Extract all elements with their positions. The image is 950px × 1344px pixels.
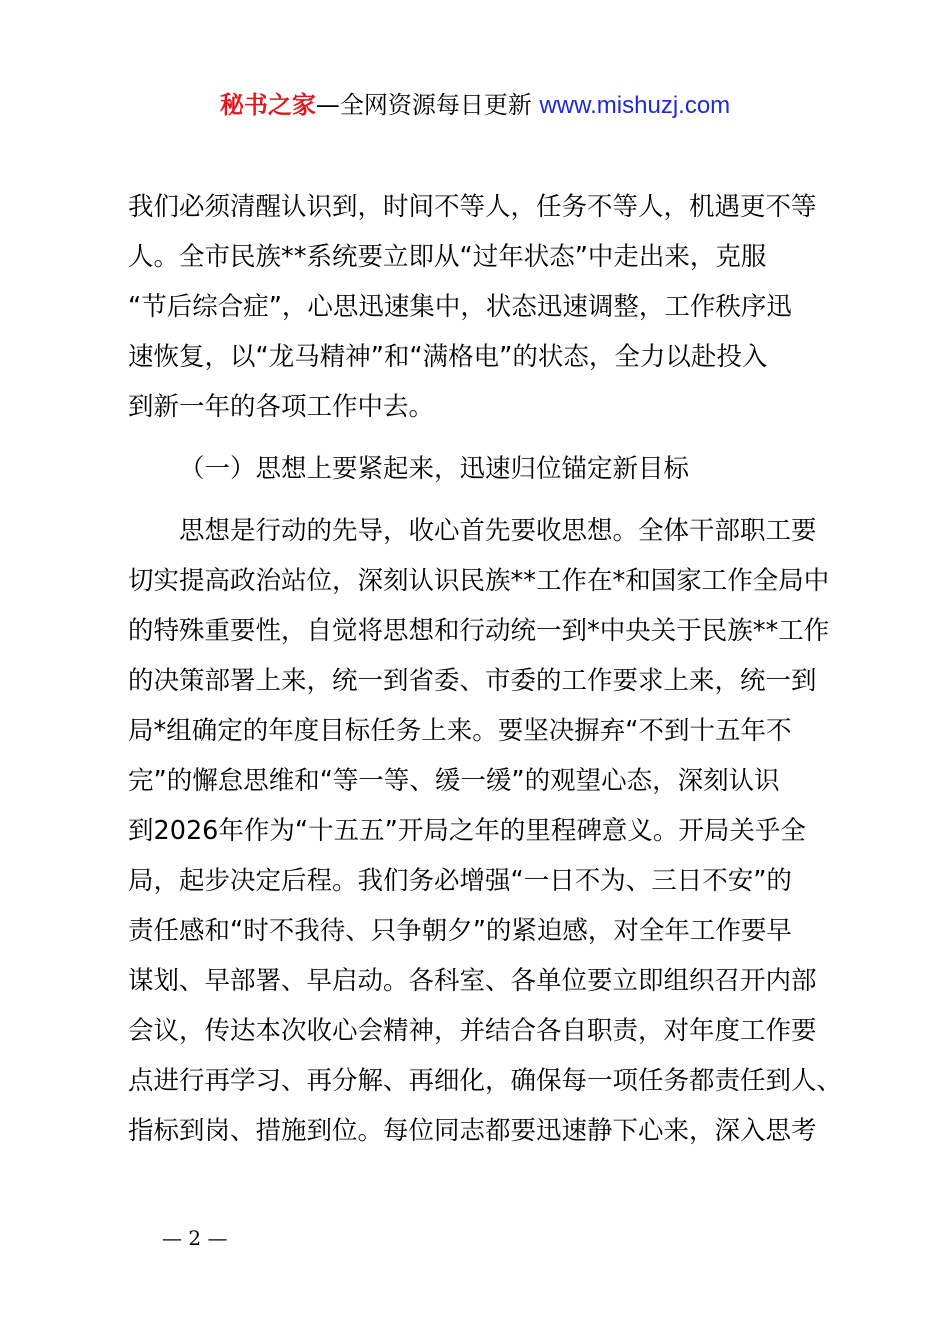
text-line: 的特殊重要性，自觉将思想和行动统一到*中央关于民族**工作 bbox=[128, 616, 830, 646]
brand-name: 秘书之家 bbox=[219, 91, 316, 119]
text-line: 谋划、早部署、早启动。各科室、各单位要立即组织召开内部 bbox=[128, 966, 817, 996]
paragraph-1 bbox=[128, 182, 848, 432]
text-line: 点进行再学习、再分解、再细化，确保每一项任务都责任到人、 bbox=[128, 1066, 843, 1096]
text-line: 切实提高政治站位，深刻认识民族**工作在*和国家工作全局中 bbox=[128, 566, 830, 596]
text-line: 人。全市民族**系统要立即从“过年状态”中走出来，克服 bbox=[128, 242, 767, 272]
text-line: 我们必须清醒认识到，时间不等人，任务不等人，机遇更不等 bbox=[128, 192, 817, 222]
text-line: 思想是行动的先导，收心首先要收思想。全体干部职工要 bbox=[179, 516, 817, 546]
text-line: 局，起步决定后程。我们务必增强“一日不为、三日不安”的 bbox=[128, 866, 792, 896]
text-line: 指标到岗、措施到位。每位同志都要迅速静下心来，深入思考 bbox=[128, 1116, 817, 1146]
site-header bbox=[0, 88, 950, 123]
text-line: 会议，传达本次收心会精神，并结合各自职责，对年度工作要 bbox=[128, 1016, 817, 1046]
text-line: 到2026年作为“十五五”开局之年的里程碑意义。开局关乎全 bbox=[128, 816, 806, 846]
text-line: 责任感和“时不我待、只争朝夕”的紧迫感，对全年工作要早 bbox=[128, 916, 792, 946]
text-line: 速恢复，以“龙马精神”和“满格电”的状态，全力以赴投入 bbox=[128, 342, 768, 372]
section-heading: （一）思想上要紧起来，迅速归位锚定新目标 bbox=[179, 454, 690, 484]
text-line: 完”的懈怠思维和“等一等、缓一缓”的观望心态，深刻认识 bbox=[128, 766, 780, 796]
document-body bbox=[128, 182, 848, 1156]
text-line: “节后综合症”，心思迅速集中，状态迅速调整，工作秩序迅 bbox=[128, 292, 792, 322]
text-line: 的决策部署上来，统一到省委、市委的工作要求上来，统一到 bbox=[128, 666, 817, 696]
paragraph-2 bbox=[128, 506, 848, 1156]
site-url[interactable]: www.mishuzj.com bbox=[539, 92, 731, 119]
text-line: 到新一年的各项工作中去。 bbox=[128, 392, 435, 422]
header-tagline: —全网资源每日更新 bbox=[315, 91, 532, 119]
text-line: 局*组确定的年度目标任务上来。要坚决摒弃“不到十五年不 bbox=[128, 716, 792, 746]
page-number: — 2 — bbox=[162, 1226, 228, 1250]
